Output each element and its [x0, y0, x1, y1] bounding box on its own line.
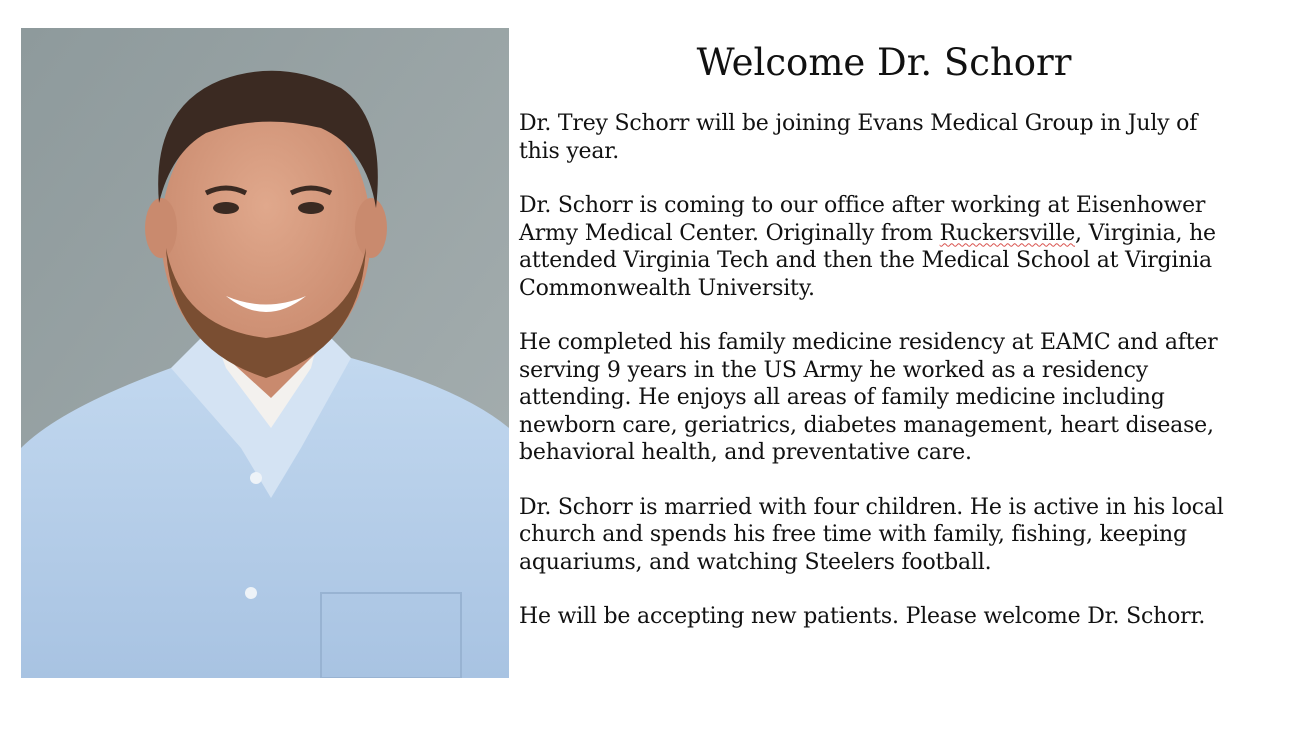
- paragraph-background-start: Dr. Schorr is coming to our office after working at Eisenhower Army Medical Center. Originally from: [519, 193, 1206, 246]
- portrait-photo: [21, 28, 509, 678]
- paragraph-background: [519, 192, 1241, 302]
- welcome-article: [519, 40, 1241, 631]
- page-title: Welcome Dr. Schorr: [696, 41, 1072, 84]
- paragraph-joining: Dr. Trey Schorr will be joining Evans Medical Group in July of this year.: [519, 111, 1198, 164]
- spellcheck-flagged-word: Ruckersville: [939, 220, 1076, 246]
- portrait-illustration: [21, 28, 509, 678]
- paragraph-residency: He completed his family medicine residency at EAMC and after serving 9 years in the US Army he worked as a residency attending. He enjoys all areas of family medicine including newborn care, geriatrics, diabetes management, heart disease, behavioral health, and preventative care.: [519, 330, 1218, 465]
- paragraph-background-end: , Virginia, he attended Virginia Tech and then the Medical School at Virginia Commonwealth University.: [519, 220, 1216, 301]
- paragraph-closing: He will be accepting new patients. Please welcome Dr. Schorr.: [519, 604, 1206, 629]
- paragraph-family: Dr. Schorr is married with four children. He is active in his local church and spends his free time with family, fishing, keeping aquariums, and watching Steelers football.: [519, 494, 1224, 575]
